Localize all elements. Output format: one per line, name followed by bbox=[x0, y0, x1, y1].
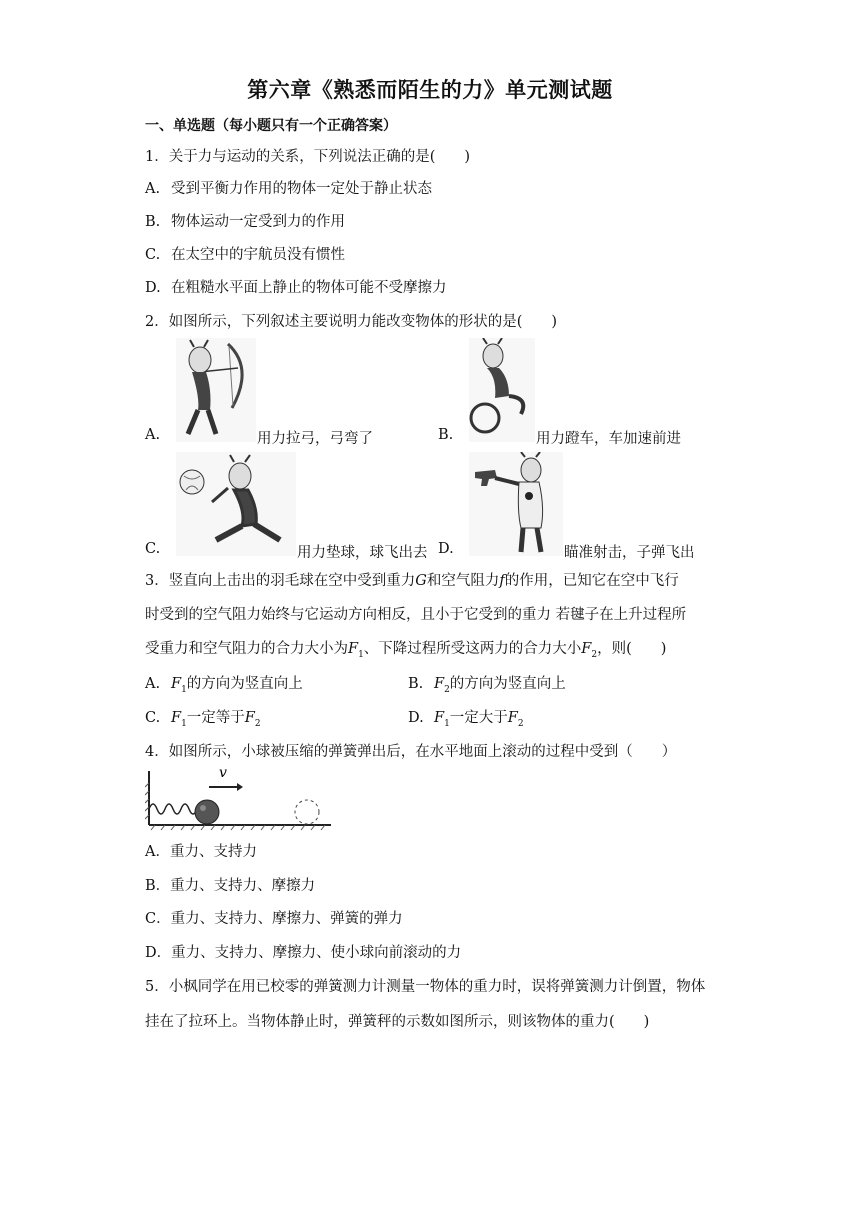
var-F: F bbox=[434, 710, 445, 726]
subscript: 2 bbox=[254, 718, 261, 729]
subscript: 1 bbox=[181, 684, 187, 695]
spring-ball-diagram bbox=[145, 763, 335, 831]
option-letter: B. bbox=[145, 214, 161, 230]
q2-option-c-caption: 用力垫球，球飞出去 bbox=[297, 545, 428, 561]
q3-option-a bbox=[145, 672, 303, 695]
q3-option-d bbox=[408, 706, 524, 729]
subscript: 2 bbox=[444, 684, 450, 695]
var-F: F bbox=[171, 676, 182, 692]
var-F1: F bbox=[348, 641, 359, 657]
q3-text: ，则( ) bbox=[597, 641, 667, 657]
q1-option-d bbox=[145, 276, 447, 297]
q1-option-b bbox=[145, 210, 345, 231]
subscript: 1 bbox=[181, 718, 187, 729]
shooter-goat-icon bbox=[469, 452, 563, 556]
archer-goat-icon bbox=[176, 338, 256, 442]
option-text: 在粗糙水平面上静止的物体可能不受摩擦力 bbox=[171, 280, 447, 296]
option-text: 的方向为竖直向上 bbox=[449, 676, 566, 692]
q3-text: 、下降过程所受这两力的合力大小 bbox=[363, 641, 582, 657]
section-heading: 一、单选题（每小题只有一个正确答案） bbox=[145, 118, 397, 134]
q2-option-a-letter: A. bbox=[145, 427, 161, 443]
q4-option-b: B．重力、支持力、摩擦力 bbox=[145, 878, 316, 894]
q2-option-d-letter: D. bbox=[438, 541, 454, 557]
q2-stem: 2．如图所示，下列叙述主要说明力能改变物体的形状的是( ) bbox=[145, 314, 558, 330]
option-text: 在太空中的宇航员没有惯性 bbox=[171, 247, 345, 263]
var-F2: F bbox=[581, 641, 592, 657]
q3-line-2: 时受到的空气阻力始终与它运动方向相反，且小于它受到的重力 若毽子在上升过程所 bbox=[145, 607, 687, 623]
subscript: 1 bbox=[444, 718, 450, 729]
q3-option-b bbox=[408, 672, 566, 695]
var-F: F bbox=[434, 676, 445, 692]
var-F: F bbox=[171, 710, 182, 726]
q3-text: 受重力和空气阻力的合力大小为 bbox=[145, 641, 348, 657]
volleyball-goat-icon bbox=[176, 452, 296, 556]
var-F: F bbox=[507, 710, 518, 726]
q5-line-1: 5．小枫同学在用已校零的弹簧测力计测量一物体的重力时，误将弹簧测力计倒置，物体 bbox=[145, 979, 706, 995]
option-text: 受到平衡力作用的物体一定处于静止状态 bbox=[171, 181, 432, 197]
var-f: f bbox=[499, 573, 505, 589]
option-text: 一定等于 bbox=[186, 710, 245, 726]
q1-option-a bbox=[145, 177, 432, 198]
subscript: 1 bbox=[358, 649, 364, 660]
var-F: F bbox=[244, 710, 255, 726]
velocity-label: v bbox=[219, 765, 227, 781]
option-text: 的方向为竖直向上 bbox=[186, 676, 303, 692]
option-letter: A. bbox=[145, 676, 161, 692]
option-letter: D. bbox=[408, 710, 424, 726]
q4-option-d: D．重力、支持力、摩擦力、使小球向前滚动的力 bbox=[145, 945, 462, 961]
q2-option-d-caption: 瞄准射击，子弹飞出 bbox=[564, 545, 695, 561]
var-G: G bbox=[415, 573, 427, 589]
q4-option-a: A．重力、支持力 bbox=[145, 844, 257, 860]
cyclist-goat-icon bbox=[469, 338, 535, 442]
q3-line-3 bbox=[145, 637, 666, 660]
q2-option-a-caption: 用力拉弓，弓弯了 bbox=[257, 431, 373, 447]
q4-option-c: C．重力、支持力、摩擦力、弹簧的弹力 bbox=[145, 911, 403, 927]
q1-stem: 1．关于力与运动的关系，下列说法正确的是( ) bbox=[145, 149, 471, 165]
subscript: 2 bbox=[517, 718, 524, 729]
q3-line-1 bbox=[145, 569, 679, 590]
option-text: 一定大于 bbox=[449, 710, 508, 726]
q3-option-c bbox=[145, 706, 261, 729]
page-title: 第六章《熟悉而陌生的力》单元测试题 bbox=[247, 77, 613, 102]
q3-text: 的作用，已知它在空中飞行 bbox=[504, 573, 679, 589]
option-letter: C. bbox=[145, 710, 161, 726]
option-letter: D. bbox=[145, 280, 161, 296]
option-text: 物体运动一定受到力的作用 bbox=[171, 214, 345, 230]
q2-option-b-letter: B. bbox=[438, 427, 454, 443]
subscript: 2 bbox=[591, 649, 598, 660]
q2-option-b-caption: 用力蹬车，车加速前进 bbox=[536, 431, 681, 447]
q3-text: 和空气阻力 bbox=[426, 573, 500, 589]
q4-stem: 4．如图所示，小球被压缩的弹簧弹出后，在水平地面上滚动的过程中受到（ ） bbox=[145, 744, 677, 760]
option-letter: A. bbox=[145, 181, 161, 197]
option-letter: B. bbox=[408, 676, 424, 692]
q2-option-c-letter: C. bbox=[145, 541, 161, 557]
option-letter: C. bbox=[145, 247, 161, 263]
q1-option-c bbox=[145, 243, 345, 264]
q3-text: 3．竖直向上击出的羽毛球在空中受到重力 bbox=[145, 573, 416, 589]
q5-line-2: 挂在了拉环上。当物体静止时，弹簧秤的示数如图所示，则该物体的重力( ) bbox=[145, 1014, 650, 1030]
